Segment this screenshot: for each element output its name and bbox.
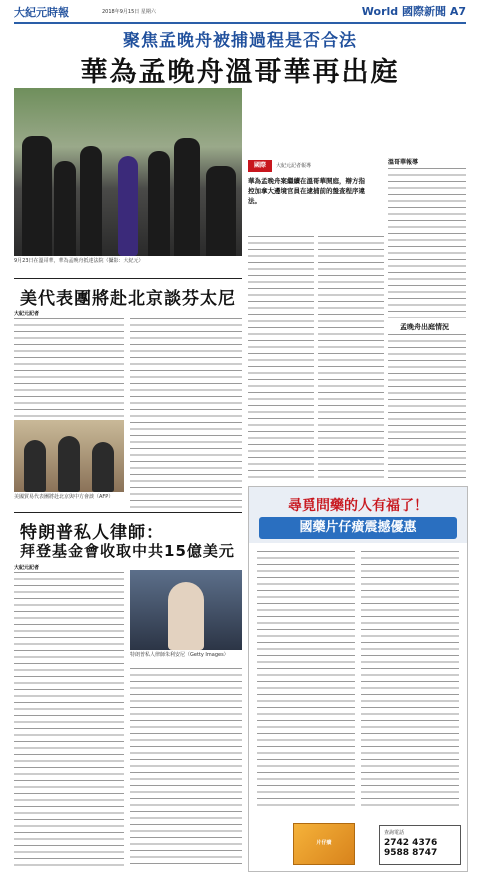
crowd-figure [54, 161, 76, 256]
body-column-1 [248, 236, 314, 480]
main-photo-caption: 9月23日在溫哥華，華為孟晚舟抵達法院（攝影：大紀元） [14, 258, 144, 264]
side-subhead-1: 孟晚舟出庭情況 [400, 323, 449, 331]
story-two-caption: 美國貿易代表團將赴北京與中方會談（AFP） [14, 494, 114, 500]
story-two-byline: 大紀元記者 [14, 311, 40, 317]
divider [14, 512, 242, 513]
person-figure [92, 442, 114, 492]
product-label: 片仔癀 [316, 840, 332, 846]
story-three-headline: 特朗普私人律師： [20, 523, 164, 543]
phone-number-1: 2742 4376 [384, 838, 438, 848]
advertisement [248, 486, 468, 872]
ad-phone-box [379, 825, 461, 865]
person-figure [58, 436, 80, 492]
tag-text: 大紀元記者報導 [276, 163, 312, 169]
story-three-headline-2: 拜登基金會收取中共15億美元 [20, 542, 235, 560]
dateline: 2018年9月15日 星期六 [102, 9, 156, 15]
side-column-text [388, 168, 466, 318]
ad-headline: 尋覓問藥的人有福了！ [288, 498, 428, 514]
crowd-figure [206, 166, 236, 256]
masthead [14, 2, 466, 24]
section-tag: 國際 [248, 160, 272, 172]
side-column-text-2 [388, 334, 466, 480]
main-headline: 華為孟晚舟溫哥華再出庭 [80, 57, 400, 88]
story-two-headline: 美代表團將赴北京談芬太尼 [20, 289, 236, 309]
ad-banner [249, 487, 467, 543]
story-three-column-1 [14, 572, 124, 868]
crowd-figure [148, 151, 170, 256]
newspaper-brand: 大紀元時報 [14, 6, 69, 19]
ad-subheadline: 國藥片仔癀震撼優惠 [259, 517, 457, 539]
ad-text-column-2 [361, 551, 459, 811]
ad-text-column-1 [257, 551, 355, 811]
story-two-column-1 [14, 318, 124, 418]
body-column-2 [318, 236, 384, 480]
phone-label: 查詢電話 [384, 830, 405, 836]
section-label: World 國際新聞 A7 [361, 5, 466, 18]
story-two-photo [14, 420, 124, 492]
product-package [293, 823, 355, 865]
crowd-figure [174, 138, 200, 256]
lead-paragraph: 華為孟晚舟案繼續在溫哥華開庭，辯方指控加拿大邊境官員在逮捕前的盤查程序違法。 [248, 177, 365, 205]
story-three-photo [130, 570, 242, 650]
phone-number-2: 9588 8747 [384, 848, 438, 858]
story-two-column-2 [130, 318, 242, 508]
story-three-caption: 特朗普私人律師朱利安尼（Getty Images） [130, 652, 229, 658]
main-photo [14, 88, 242, 256]
crowd-figure [80, 146, 102, 256]
divider [14, 278, 242, 279]
person-figure [168, 582, 204, 650]
story-three-column-2 [130, 668, 242, 868]
main-subject-figure [118, 156, 138, 256]
story-three-byline: 大紀元記者 [14, 565, 40, 571]
crowd-figure [22, 136, 52, 256]
reporter-label: 溫哥華報導 [388, 159, 419, 166]
main-kicker: 聚焦孟晚舟被捕過程是否合法 [123, 31, 357, 51]
person-figure [24, 440, 46, 492]
